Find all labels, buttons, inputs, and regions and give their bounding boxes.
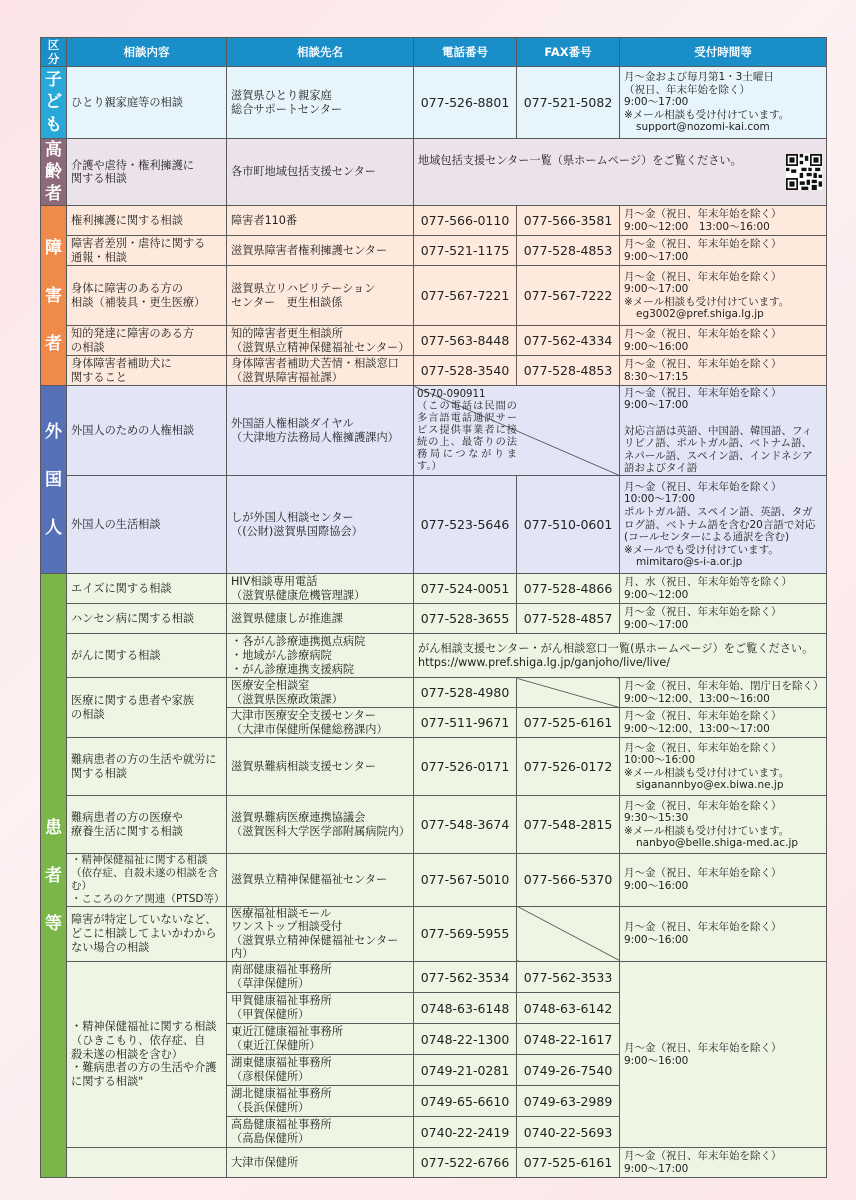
hours-line: 月～金（祝日、年末年始を除く） xyxy=(624,1042,782,1055)
table-row xyxy=(41,206,827,236)
tel-cell: 0748-63-6148 xyxy=(414,993,517,1024)
content-cell: 身体に障害のある方の 相談（補装具・更生医療） xyxy=(67,266,227,326)
fax-cell: 077-525-6161 xyxy=(517,1148,620,1178)
section-label-char: 等 xyxy=(45,913,62,934)
hours-line: 月～金（祝日、年末年始、閉庁日を除く） xyxy=(624,680,824,693)
table-row xyxy=(41,356,827,386)
fax-cell-empty xyxy=(517,906,620,962)
table-row xyxy=(41,236,827,266)
hours-cell xyxy=(620,476,827,574)
fax-cell: 077-562-4334 xyxy=(517,326,620,356)
tel-cell: 077-562-3534 xyxy=(414,962,517,993)
hours-line: 月～金（祝日、年末年始を除く） xyxy=(624,328,782,341)
table-row xyxy=(41,326,827,356)
hours-line: 月～金（祝日、年末年始を除く） xyxy=(624,741,782,754)
fax-cell: 0740-22-5693 xyxy=(517,1117,620,1148)
content-cell: ・精神保健福祉に関する相談 （依存症、自殺未遂の相談を含む） ・こころのケア関連（PTSD等） xyxy=(67,854,227,906)
hours-line: 9:00～16:00 xyxy=(624,340,689,353)
foreign-tel-note: 0570-090911 （この電話は民間の多言語電話通訳サービス提供事業者に接続の上、最寄りの法務局につながります。） xyxy=(417,388,517,472)
merged-info-cell: がん相談支援センター・がん相談窓口一覧(県ホームページ）をご覧ください。 https://www.pref.shiga.lg.jp/ganjoho/live/live/ xyxy=(414,634,827,678)
fax-cell: 077-526-0172 xyxy=(517,738,620,796)
content-cell: ハンセン病に関する相談 xyxy=(67,604,227,634)
tel-cell: 077-548-3674 xyxy=(414,796,517,854)
org-cell: 東近江健康福祉事務所 （東近江保健所） xyxy=(227,1024,414,1055)
tel-cell: 077-566-0110 xyxy=(414,206,517,236)
header-hours: 受付時間等 xyxy=(620,38,827,67)
fax-cell: 077-567-7222 xyxy=(517,266,620,326)
header-section: 区分 xyxy=(41,38,67,67)
tel-cell: 077-528-3655 xyxy=(414,604,517,634)
hours-line: 月～金（祝日、年末年始を除く） xyxy=(624,386,782,399)
hours-line: 9:00～17:00 xyxy=(624,618,689,631)
hours-line: siganannbyo@ex.biwa.ne.jp xyxy=(636,779,784,792)
hours-line: 月～金（祝日、年末年始を除く） xyxy=(624,710,782,723)
table-row xyxy=(41,796,827,854)
table-row xyxy=(41,67,827,139)
tel-cell xyxy=(414,386,620,476)
tel-cell: 077-567-7221 xyxy=(414,266,517,326)
org-cell: 医療安全相談室 （滋賀県医療政策課） xyxy=(227,678,414,708)
hours-line: 月～金および毎月第1・3土曜日 xyxy=(624,71,774,84)
org-cell: しが外国人相談センター （(公財)滋賀県国際協会） xyxy=(227,476,414,574)
hours-line: 月～金（祝日、年末年始を除く） xyxy=(624,1150,782,1163)
hours-line: 9:00～12:00、13:00～16:00 xyxy=(624,692,770,705)
table-row xyxy=(41,574,827,604)
content-cell: 介護や虐待・権利擁護に 関する相談 xyxy=(67,139,227,206)
hours-line: 月～金（祝日、年末年始を除く） xyxy=(624,238,782,251)
hours-cell xyxy=(620,356,827,386)
org-cell: 滋賀県難病相談支援センター xyxy=(227,738,414,796)
table-header-row xyxy=(41,38,827,67)
fax-cell: 077-521-5082 xyxy=(517,67,620,139)
section-label-char: も xyxy=(45,114,62,135)
hours-line: 8:30～17:15 xyxy=(624,370,689,383)
content-cell: ・精神保健福祉に関する相談 （ひきこもり、依存症、自 殺未遂の相談を含む） ・難病患者の方の生活や介護 に関する相談" xyxy=(67,962,227,1148)
table-row xyxy=(41,738,827,796)
tel-cell: 0748-22-1300 xyxy=(414,1024,517,1055)
hours-cell xyxy=(620,206,827,236)
hours-line: 10:00～16:00 xyxy=(624,754,696,767)
table-row xyxy=(41,139,827,206)
hours-line: 月、水（祝日、年末年始等を除く） xyxy=(624,576,792,589)
org-cell: 滋賀県難病医療連携協議会 （滋賀医科大学医学部附属病院内） xyxy=(227,796,414,854)
fax-cell: 0748-63-6142 xyxy=(517,993,620,1024)
hours-cell xyxy=(620,326,827,356)
hours-line: 月～金（祝日、年末年始を除く） xyxy=(624,358,782,371)
section-kids xyxy=(41,67,67,139)
section-label-char: 外 xyxy=(45,421,62,442)
section-label-char: 子 xyxy=(45,70,62,91)
content-cell: 権利擁護に関する相談 xyxy=(67,206,227,236)
table-row xyxy=(41,906,827,962)
header-org: 相談先名 xyxy=(227,38,414,67)
consultation-directory-table xyxy=(40,37,827,1178)
hours-line: 対応言語は英語、中国語、韓国語、フィリピノ語、ポルトガル語、ベトナム語、ネパール語、スペイン語、インドネシア語およびタイ語 xyxy=(624,424,813,475)
hours-line: 月～金（祝日、年末年始を除く） xyxy=(624,606,782,619)
table-row xyxy=(41,386,827,476)
table-row xyxy=(41,604,827,634)
tel-cell: 077-567-5010 xyxy=(414,854,517,906)
content-cell: 難病患者の方の医療や 療養生活に関する相談 xyxy=(67,796,227,854)
fax-cell: 0748-22-1617 xyxy=(517,1024,620,1055)
hours-line: ※メール相談も受け付けています。 xyxy=(624,766,790,779)
hours-line: mimitaro@s-i-a.or.jp xyxy=(636,556,743,569)
hours-line: 月～金（祝日、年末年始を除く） xyxy=(624,921,782,934)
fax-cell: 077-528-4853 xyxy=(517,236,620,266)
hours-line: 9:00～16:00 xyxy=(624,933,689,946)
hours-line: 9:00～16:00 xyxy=(624,879,689,892)
hours-line: 月～金（祝日、年末年始を除く） xyxy=(624,270,782,283)
hours-line: 9:00～17:00 xyxy=(624,96,689,109)
hours-line: 9:00～12:00、13:00～17:00 xyxy=(624,722,770,735)
hours-cell xyxy=(620,67,827,139)
section-label-char: 障 xyxy=(45,237,62,258)
hours-cell xyxy=(620,604,827,634)
fax-cell: 077-525-6161 xyxy=(517,708,620,738)
section-label-char: 者 xyxy=(45,184,62,205)
org-cell: 滋賀県立リハビリテーション センター 更生相談係 xyxy=(227,266,414,326)
hours-cell xyxy=(620,678,827,708)
section-label-char: 人 xyxy=(45,517,62,538)
section-label-char: 患 xyxy=(45,817,62,838)
hours-cell xyxy=(620,962,827,1148)
table-row xyxy=(41,1148,827,1178)
fax-cell: 077-528-4853 xyxy=(517,356,620,386)
fax-cell: 077-566-5370 xyxy=(517,854,620,906)
hours-cell xyxy=(620,386,827,476)
header-tel: 電話番号 xyxy=(414,38,517,67)
content-cell: 知的発達に障害のある方 の相談 xyxy=(67,326,227,356)
section-label-char: 害 xyxy=(45,285,62,306)
header-fax: FAX番号 xyxy=(517,38,620,67)
tel-cell: 077-511-9671 xyxy=(414,708,517,738)
hours-line: 月～金（祝日、年末年始を除く） xyxy=(624,480,782,493)
hours-line: 9:30～15:30 xyxy=(624,812,689,825)
tel-cell: 0749-65-6610 xyxy=(414,1086,517,1117)
hours-line: 9:00～17:00 xyxy=(624,283,689,296)
table-row xyxy=(41,678,827,708)
fax-cell: 0749-26-7540 xyxy=(517,1055,620,1086)
content-cell: 外国人の生活相談 xyxy=(67,476,227,574)
org-cell: 大津市医療安全支援センター （大津市保健所保健総務課内） xyxy=(227,708,414,738)
content-cell: 障害が特定していないなど、 どこに相談してよいかわから ない場合の相談 xyxy=(67,906,227,962)
tel-cell: 077-528-3540 xyxy=(414,356,517,386)
org-cell: ・各がん診療連携拠点病院 ・地域がん診療病院 ・がん診療連携支援病院 xyxy=(227,634,414,678)
section-label-char: 齢 xyxy=(45,162,62,183)
org-cell: 障害者110番 xyxy=(227,206,414,236)
section-patients xyxy=(41,574,67,1178)
tel-cell: 0749-21-0281 xyxy=(414,1055,517,1086)
org-cell: 医療福祉相談モール ワンストップ相談受付 （滋賀県立精神保健福祉センター内） xyxy=(227,906,414,962)
section-label-char: ど xyxy=(45,92,62,113)
section-foreign xyxy=(41,386,67,574)
org-cell: 各市町地域包括支援センター xyxy=(227,139,414,206)
section-label-char: 者 xyxy=(45,865,62,886)
tel-cell: 077-563-8448 xyxy=(414,326,517,356)
header-content: 相談内容 xyxy=(67,38,227,67)
fax-cell: 077-510-0601 xyxy=(517,476,620,574)
content-cell: エイズに関する相談 xyxy=(67,574,227,604)
org-cell: 高島健康福祉事務所 （高島保健所） xyxy=(227,1117,414,1148)
hours-line: nanbyo@belle.shiga-med.ac.jp xyxy=(636,837,799,850)
hours-line: 10:00～17:00 xyxy=(624,493,696,506)
content-cell: ひとり親家庭等の相談 xyxy=(67,67,227,139)
fax-cell: 077-528-4857 xyxy=(517,604,620,634)
tel-cell: 077-521-1175 xyxy=(414,236,517,266)
content-cell: 障害者差別・虐待に関する 通報・相談 xyxy=(67,236,227,266)
hours-line: ポルトガル語、スペイン語、英語、タガログ語、ベトナム語を含む20言語で対応(コールセンターによる通訳を含む) xyxy=(624,505,816,544)
section-label-char: 国 xyxy=(45,469,62,490)
tel-cell: 077-524-0051 xyxy=(414,574,517,604)
table-row xyxy=(41,266,827,326)
hours-cell xyxy=(620,906,827,962)
section-label-char: 者 xyxy=(45,333,62,354)
hours-cell xyxy=(620,708,827,738)
table-row xyxy=(41,854,827,906)
content-cell: 医療に関する患者や家族 の相談 xyxy=(67,678,227,738)
org-cell: 滋賀県障害者権利擁護センター xyxy=(227,236,414,266)
org-cell: 南部健康福祉事務所 （草津保健所） xyxy=(227,962,414,993)
hours-cell xyxy=(620,1148,827,1178)
hours-line: support@nozomi-kai.com xyxy=(636,121,770,134)
hours-cell xyxy=(620,236,827,266)
hours-line: 9:00～12:00 13:00～16:00 xyxy=(624,220,770,233)
content-cell: がんに関する相談 xyxy=(67,634,227,678)
org-cell: 大津市保健所 xyxy=(227,1148,414,1178)
hours-cell xyxy=(620,796,827,854)
table-row xyxy=(41,476,827,574)
table-row xyxy=(41,962,827,993)
tel-cell: 077-528-4980 xyxy=(414,678,517,708)
tel-cell: 077-526-8801 xyxy=(414,67,517,139)
org-cell: 知的障害者更生相談所 （滋賀県立精神保健福祉センター） xyxy=(227,326,414,356)
hours-cell xyxy=(620,574,827,604)
hours-line: 9:00～12:00 xyxy=(624,588,689,601)
section-elder xyxy=(41,139,67,206)
hours-line: 月～金（祝日、年末年始を除く） xyxy=(624,208,782,221)
hours-line: 9:00～17:00 xyxy=(624,399,689,412)
tel-cell: 0740-22-2419 xyxy=(414,1117,517,1148)
qr-code-icon[interactable] xyxy=(786,154,822,190)
org-cell: 外国語人権相談ダイヤル （大津地方法務局人権擁護課内） xyxy=(227,386,414,476)
hours-cell xyxy=(620,854,827,906)
content-cell: 身体障害者補助犬に 関すること xyxy=(67,356,227,386)
org-cell: 甲賀健康福祉事務所 （甲賀保健所） xyxy=(227,993,414,1024)
content-cell: 外国人のための人権相談 xyxy=(67,386,227,476)
org-cell: HIV相談専用電話 （滋賀県健康危機管理課） xyxy=(227,574,414,604)
fax-cell-empty xyxy=(517,678,620,708)
hours-cell xyxy=(620,738,827,796)
hours-cell xyxy=(620,266,827,326)
section-disability xyxy=(41,206,67,386)
hours-line: 月～金（祝日、年末年始を除く） xyxy=(624,799,782,812)
merged-info-cell xyxy=(414,139,827,206)
org-cell: 滋賀県健康しが推進課 xyxy=(227,604,414,634)
elder-merged-text: 地域包括支援センター一覧（県ホームページ）をご覧ください。 xyxy=(418,154,742,168)
hours-line: （祝日、年末年始を除く） xyxy=(624,83,750,96)
hours-line: 9:00～16:00 xyxy=(624,1054,689,1067)
tel-cell: 077-526-0171 xyxy=(414,738,517,796)
fax-cell: 077-548-2815 xyxy=(517,796,620,854)
org-cell: 湖北健康福祉事務所 （長浜保健所） xyxy=(227,1086,414,1117)
hours-line: 9:00～17:00 xyxy=(624,1162,689,1175)
org-cell: 身体障害者補助犬苦情・相談窓口 （滋賀県障害福祉課） xyxy=(227,356,414,386)
hours-line: ※メール相談も受け付けています。 xyxy=(624,824,790,837)
hours-line: 月～金（祝日、年末年始を除く） xyxy=(624,867,782,880)
hours-line: eg3002@pref.shiga.lg.jp xyxy=(636,308,764,321)
org-cell: 滋賀県立精神保健福祉センター xyxy=(227,854,414,906)
tel-cell: 077-522-6766 xyxy=(414,1148,517,1178)
hours-line: ※メール相談も受け付けています。 xyxy=(624,108,790,121)
fax-cell: 0749-63-2989 xyxy=(517,1086,620,1117)
content-cell-empty xyxy=(67,1148,227,1178)
fax-cell: 077-562-3533 xyxy=(517,962,620,993)
table-row xyxy=(41,634,827,678)
org-cell: 湖東健康福祉事務所 （彦根保健所） xyxy=(227,1055,414,1086)
hours-line xyxy=(624,412,822,425)
hours-line: ※メール相談も受け付けています。 xyxy=(624,295,790,308)
content-cell: 難病患者の方の生活や就労に 関する相談 xyxy=(67,738,227,796)
hours-line: ※メールでも受け付けています。 xyxy=(624,543,779,556)
tel-cell: 077-523-5646 xyxy=(414,476,517,574)
org-cell: 滋賀県ひとり親家庭 総合サポートセンター xyxy=(227,67,414,139)
fax-cell: 077-528-4866 xyxy=(517,574,620,604)
fax-cell: 077-566-3581 xyxy=(517,206,620,236)
section-label-char: 高 xyxy=(45,140,62,161)
hours-line: 9:00～17:00 xyxy=(624,250,689,263)
tel-cell: 077-569-5955 xyxy=(414,906,517,962)
